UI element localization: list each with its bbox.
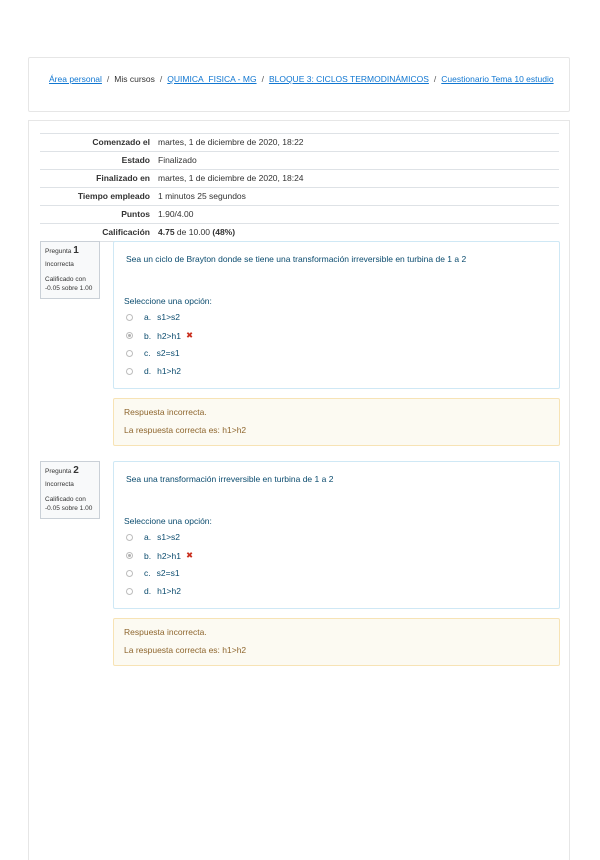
- option-letter: d.: [144, 586, 152, 596]
- question-1-feedback: [113, 398, 560, 446]
- summary-value: Finalizado: [158, 155, 197, 165]
- summary-value: martes, 1 de diciembre de 2020, 18:22: [158, 137, 304, 147]
- grade-percent: (48%): [212, 227, 236, 237]
- question-1-info: [40, 241, 100, 299]
- summary-value: martes, 1 de diciembre de 2020, 18:24: [158, 173, 304, 183]
- radio-button[interactable]: [126, 534, 133, 541]
- breadcrumb-separator: /: [106, 74, 110, 84]
- option-text: h1>h2: [157, 366, 181, 376]
- radio-button-selected[interactable]: [126, 552, 133, 559]
- option-letter: a.: [144, 532, 152, 542]
- question-2-formulation: [113, 461, 560, 609]
- summary-row-time: [40, 188, 559, 206]
- option-letter: b.: [144, 330, 152, 341]
- grade-score: 4.75: [158, 227, 175, 237]
- question-number-label: Pregunta: [45, 248, 72, 255]
- option-text: s1>s2: [157, 312, 181, 322]
- right-answer-text: La respuesta correcta es: h1>h2: [124, 425, 247, 435]
- summary-label: Comenzado el: [92, 137, 150, 147]
- answer-option-a[interactable]: [126, 532, 180, 542]
- question-state: Incorrecta: [45, 481, 74, 488]
- breadcrumb-mis-cursos: Mis cursos: [114, 74, 155, 84]
- summary-value: 1.90/4.00: [158, 209, 194, 219]
- breadcrumb-container: [28, 57, 570, 112]
- question-grade: Calificado con -0.05 sobre 1.00: [45, 276, 93, 292]
- breadcrumb-quiz[interactable]: Cuestionario Tema 10 estudio: [441, 74, 554, 84]
- answer-prompt: Seleccione una opción:: [124, 516, 212, 526]
- grade-of: de 10.00: [176, 227, 211, 237]
- radio-button[interactable]: [126, 588, 133, 595]
- answer-option-c[interactable]: [126, 348, 180, 358]
- question-text: Sea una transformación irreversible en turbina de 1 a 2: [126, 474, 334, 484]
- option-text: s1>s2: [157, 532, 181, 542]
- answer-option-a[interactable]: [126, 312, 180, 322]
- radio-button[interactable]: [126, 350, 133, 357]
- breadcrumb-area-personal[interactable]: Área personal: [49, 74, 102, 84]
- summary-row-state: [40, 152, 559, 170]
- radio-button-selected[interactable]: [126, 332, 133, 339]
- question-number: 2: [73, 465, 79, 476]
- question-number-label: Pregunta: [45, 468, 72, 475]
- summary-label: Tiempo empleado: [77, 191, 150, 201]
- summary-label: Estado: [121, 155, 150, 165]
- feedback-text: Respuesta incorrecta.: [124, 407, 207, 417]
- answer-option-b[interactable]: [126, 550, 193, 561]
- option-text: s2=s1: [156, 568, 180, 578]
- question-1-formulation: [113, 241, 560, 389]
- feedback-text: Respuesta incorrecta.: [124, 627, 207, 637]
- radio-button[interactable]: [126, 314, 133, 321]
- option-text: s2=s1: [156, 348, 180, 358]
- breadcrumb: [49, 74, 554, 84]
- quiz-review-region: [28, 120, 570, 860]
- breadcrumb-section[interactable]: BLOQUE 3: CICLOS TERMODINÁMICOS: [268, 74, 429, 84]
- radio-button[interactable]: [126, 570, 133, 577]
- question-number: 1: [73, 245, 79, 256]
- option-text: h1>h2: [157, 586, 181, 596]
- summary-label: Finalizado en: [96, 173, 150, 183]
- question-grade: Calificado con -0.05 sobre 1.00: [45, 496, 93, 512]
- incorrect-icon: ✖: [185, 550, 194, 560]
- summary-row-points: [40, 206, 559, 224]
- question-2-feedback: [113, 618, 560, 666]
- option-letter: a.: [144, 312, 152, 322]
- option-letter: c.: [144, 348, 151, 358]
- question-state: Incorrecta: [45, 261, 74, 268]
- summary-value: 1 minutos 25 segundos: [158, 191, 246, 201]
- option-letter: d.: [144, 366, 152, 376]
- question-text: Sea un ciclo de Brayton donde se tiene una transformación irreversible en turbina de 1 a 2: [126, 254, 467, 264]
- option-letter: c.: [144, 568, 151, 578]
- breadcrumb-separator: /: [433, 74, 437, 84]
- summary-value: [154, 224, 559, 242]
- option-text: h2>h1: [157, 330, 181, 341]
- summary-label: Puntos: [121, 209, 150, 219]
- question-2-info: [40, 461, 100, 519]
- option-text: h2>h1: [157, 550, 181, 561]
- summary-row-started: [40, 134, 559, 152]
- answer-option-c[interactable]: [126, 568, 180, 578]
- incorrect-icon: ✖: [185, 330, 194, 340]
- breadcrumb-separator: /: [159, 74, 163, 84]
- summary-row-finished: [40, 170, 559, 188]
- answer-option-d[interactable]: [126, 586, 181, 596]
- option-letter: b.: [144, 550, 152, 561]
- breadcrumb-separator: /: [261, 74, 264, 84]
- answer-prompt: Seleccione una opción:: [124, 296, 212, 306]
- attempt-summary-table: [40, 133, 559, 242]
- summary-row-grade: [40, 224, 559, 242]
- answer-option-d[interactable]: [126, 366, 181, 376]
- right-answer-text: La respuesta correcta es: h1>h2: [124, 645, 247, 655]
- summary-label: Calificación: [102, 227, 150, 237]
- breadcrumb-course[interactable]: QUIMICA_FISICA - MG: [167, 74, 257, 84]
- answer-option-b[interactable]: [126, 330, 193, 341]
- radio-button[interactable]: [126, 368, 133, 375]
